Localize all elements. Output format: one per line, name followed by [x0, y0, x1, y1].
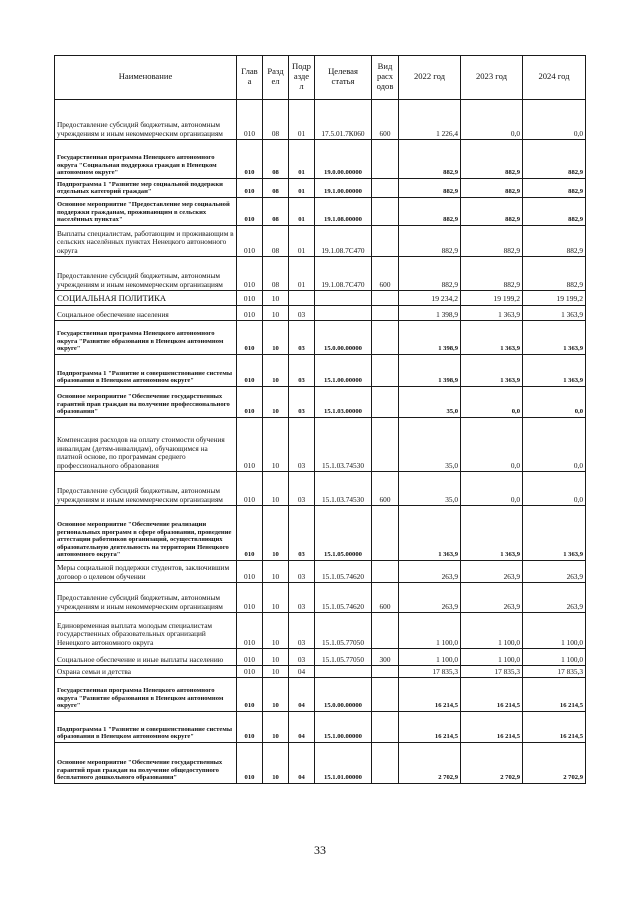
row-razd: 10: [263, 355, 289, 387]
row-target-article: 15.0.00.00000: [315, 678, 372, 712]
row-podr: 03: [289, 355, 315, 387]
header-2022: 2022 год: [399, 56, 461, 100]
row-2022: 882,9: [399, 257, 461, 291]
header-2024: 2024 год: [523, 56, 586, 100]
row-expense-type: 600: [372, 100, 399, 140]
row-expense-type: [372, 291, 399, 306]
row-razd: 10: [263, 649, 289, 666]
row-razd: 10: [263, 678, 289, 712]
header-row: [55, 56, 586, 100]
row-podr: 01: [289, 257, 315, 291]
row-podr: 04: [289, 678, 315, 712]
row-name: Единовременная выплата молодым специалистам государственных образовательных организаций Ненецкого автономного округа: [55, 613, 237, 649]
table-row: [55, 355, 586, 387]
row-expense-type: [372, 561, 399, 583]
row-2024: 263,9: [523, 561, 586, 583]
row-target-article: 15.1.05.74620: [315, 561, 372, 583]
row-podr: 01: [289, 198, 315, 226]
row-2022: 35,0: [399, 472, 461, 506]
row-expense-type: [372, 355, 399, 387]
row-razd: 08: [263, 179, 289, 198]
row-glav: 010: [237, 649, 263, 666]
row-2024: 1 363,9: [523, 306, 586, 321]
table-row: [55, 226, 586, 257]
row-2022: 1 398,9: [399, 355, 461, 387]
row-2022: 2 702,9: [399, 743, 461, 784]
row-expense-type: [372, 387, 399, 418]
row-glav: 010: [237, 743, 263, 784]
row-expense-type: [372, 179, 399, 198]
row-name: Компенсация расходов на оплату стоимости обучения инвалидам (детям-инвалидам), обучающимся на платной основе, по программам среднего профессионального образования: [55, 418, 237, 472]
row-target-article: 19.1.08.7С470: [315, 257, 372, 291]
row-glav: 010: [237, 472, 263, 506]
row-podr: 03: [289, 387, 315, 418]
row-expense-type: [372, 613, 399, 649]
row-2023: 882,9: [461, 198, 523, 226]
row-2023: 0,0: [461, 418, 523, 472]
row-razd: 10: [263, 472, 289, 506]
row-2022: 263,9: [399, 561, 461, 583]
budget-table: [54, 55, 586, 784]
row-name: Основное мероприятие "Обеспечение государственных гарантий прав граждан на получение профессионального образования": [55, 387, 237, 418]
row-name: Социальное обеспечение населения: [55, 306, 237, 321]
row-target-article: 15.1.03.00000: [315, 387, 372, 418]
header-podr: Подр азде л: [289, 56, 315, 100]
row-2023: 882,9: [461, 179, 523, 198]
row-2023: 17 835,3: [461, 666, 523, 678]
row-2022: 882,9: [399, 226, 461, 257]
row-2022: 1 398,9: [399, 306, 461, 321]
row-target-article: 15.1.00.00000: [315, 355, 372, 387]
row-glav: 010: [237, 561, 263, 583]
row-2022: 1 100,0: [399, 649, 461, 666]
row-target-article: 15.1.05.77050: [315, 613, 372, 649]
row-podr: 01: [289, 140, 315, 179]
row-name: Государственная программа Ненецкого автономного округа "Социальная поддержка граждан в Ненецком автономном округе": [55, 140, 237, 179]
row-2024: 882,9: [523, 179, 586, 198]
row-target-article: 19.1.00.00000: [315, 179, 372, 198]
row-2023: 1 100,0: [461, 613, 523, 649]
row-expense-type: 600: [372, 257, 399, 291]
table-row: [55, 743, 586, 784]
row-expense-type: [372, 321, 399, 355]
row-name: Основное мероприятие "Обеспечение реализации региональных программ в сфере образования, проведение аттестации работников организаций, осуществляющих образовательную деятельность на территории Ненецкого автономного округа": [55, 506, 237, 561]
row-name: Социальное обеспечение и иные выплаты населению: [55, 649, 237, 666]
row-expense-type: [372, 712, 399, 743]
row-target-article: 15.1.05.74620: [315, 583, 372, 613]
table-row: [55, 583, 586, 613]
row-razd: 10: [263, 666, 289, 678]
row-2023: 263,9: [461, 561, 523, 583]
row-expense-type: [372, 306, 399, 321]
row-glav: 010: [237, 583, 263, 613]
row-glav: 010: [237, 306, 263, 321]
row-target-article: [315, 666, 372, 678]
row-2022: 882,9: [399, 198, 461, 226]
row-name: Меры социальной поддержки студентов, заключившим договор о целевом обучении: [55, 561, 237, 583]
row-razd: 10: [263, 306, 289, 321]
row-target-article: 15.1.05.00000: [315, 506, 372, 561]
row-expense-type: [372, 743, 399, 784]
row-2024: 882,9: [523, 198, 586, 226]
row-2024: 882,9: [523, 140, 586, 179]
row-target-article: 19.1.08.7С470: [315, 226, 372, 257]
row-target-article: 15.1.01.00000: [315, 743, 372, 784]
row-podr: [289, 291, 315, 306]
row-expense-type: [372, 140, 399, 179]
row-2024: 263,9: [523, 583, 586, 613]
row-razd: 10: [263, 743, 289, 784]
header-2023: 2023 год: [461, 56, 523, 100]
row-glav: 010: [237, 226, 263, 257]
row-2023: 0,0: [461, 472, 523, 506]
row-target-article: 19.1.08.00000: [315, 198, 372, 226]
row-2023: 1 363,9: [461, 321, 523, 355]
header-name: Наименование: [55, 56, 237, 100]
row-razd: 10: [263, 506, 289, 561]
row-podr: 04: [289, 666, 315, 678]
row-podr: 04: [289, 743, 315, 784]
row-2024: 1 363,9: [523, 355, 586, 387]
row-2022: 16 214,5: [399, 712, 461, 743]
row-2023: 1 363,9: [461, 306, 523, 321]
table-row: [55, 291, 586, 306]
row-podr: 03: [289, 321, 315, 355]
row-2024: 16 214,5: [523, 678, 586, 712]
row-name: Подпрограмма 1 "Развитие и совершенствование системы образования в Ненецком автономном округе": [55, 712, 237, 743]
row-name: Основное мероприятие "Обеспечение государственных гарантий прав граждан на получение общедоступного бесплатного дошкольного образования": [55, 743, 237, 784]
header-razd: Разд ел: [263, 56, 289, 100]
row-2024: 1 363,9: [523, 321, 586, 355]
row-target-article: 15.1.00.00000: [315, 712, 372, 743]
table-row: [55, 140, 586, 179]
table-row: [55, 613, 586, 649]
row-target-article: [315, 306, 372, 321]
row-expense-type: 600: [372, 583, 399, 613]
row-2022: 882,9: [399, 140, 461, 179]
row-expense-type: [372, 666, 399, 678]
row-podr: 03: [289, 583, 315, 613]
row-glav: 010: [237, 712, 263, 743]
header-expense-type: Вид расх одов: [372, 56, 399, 100]
row-razd: 08: [263, 198, 289, 226]
row-2022: 1 398,9: [399, 321, 461, 355]
row-razd: 10: [263, 418, 289, 472]
row-razd: 08: [263, 257, 289, 291]
row-2024: 19 199,2: [523, 291, 586, 306]
row-glav: 010: [237, 100, 263, 140]
row-podr: 03: [289, 506, 315, 561]
table-row: [55, 712, 586, 743]
row-razd: 10: [263, 387, 289, 418]
row-podr: 01: [289, 179, 315, 198]
table-row: [55, 306, 586, 321]
row-name: Государственная программа Ненецкого автономного округа "Развитие образования в Ненецком автономном округе": [55, 678, 237, 712]
row-2024: 1 363,9: [523, 506, 586, 561]
row-podr: 03: [289, 649, 315, 666]
row-2024: 0,0: [523, 418, 586, 472]
row-2023: 882,9: [461, 226, 523, 257]
table-row: [55, 179, 586, 198]
row-glav: 010: [237, 291, 263, 306]
row-glav: 010: [237, 678, 263, 712]
row-expense-type: 600: [372, 472, 399, 506]
row-2023: 882,9: [461, 257, 523, 291]
row-2024: 0,0: [523, 387, 586, 418]
row-glav: 010: [237, 418, 263, 472]
row-2022: 19 234,2: [399, 291, 461, 306]
row-2023: 16 214,5: [461, 678, 523, 712]
row-2022: 263,9: [399, 583, 461, 613]
row-2022: 35,0: [399, 387, 461, 418]
row-razd: 10: [263, 291, 289, 306]
row-podr: 01: [289, 100, 315, 140]
row-glav: 010: [237, 666, 263, 678]
row-2023: 1 363,9: [461, 506, 523, 561]
row-name: Подпрограмма 1 "Развитие и совершенствование системы образования в Ненецком автономном округе": [55, 355, 237, 387]
row-expense-type: [372, 198, 399, 226]
table-row: [55, 472, 586, 506]
table-row: [55, 198, 586, 226]
row-2024: 1 100,0: [523, 649, 586, 666]
row-name: Предоставление субсидий бюджетным, автономным учреждениям и иным некоммерческим организациям: [55, 583, 237, 613]
row-2023: 263,9: [461, 583, 523, 613]
row-glav: 010: [237, 179, 263, 198]
row-name: Государственная программа Ненецкого автономного округа "Развитие образования в Ненецком автономном округе": [55, 321, 237, 355]
row-2022: 1 226,4: [399, 100, 461, 140]
row-2022: 17 835,3: [399, 666, 461, 678]
row-name: Подпрограмма 1 "Развитие мер социальной поддержки отдельных категорий граждан": [55, 179, 237, 198]
row-2023: 1 363,9: [461, 355, 523, 387]
row-name: Охрана семьи и детства: [55, 666, 237, 678]
row-expense-type: [372, 226, 399, 257]
row-2024: 17 835,3: [523, 666, 586, 678]
row-2022: 882,9: [399, 179, 461, 198]
row-target-article: 15.1.03.74530: [315, 472, 372, 506]
row-name: Основное мероприятие "Предоставление мер социальной поддержки гражданам, проживающим в сельских населённых пунктах": [55, 198, 237, 226]
row-2023: 19 199,2: [461, 291, 523, 306]
row-razd: 08: [263, 140, 289, 179]
row-podr: 03: [289, 613, 315, 649]
row-2024: 882,9: [523, 257, 586, 291]
row-glav: 010: [237, 506, 263, 561]
table-row: [55, 100, 586, 140]
table-row: [55, 649, 586, 666]
row-target-article: 15.1.03.74530: [315, 418, 372, 472]
row-podr: 01: [289, 226, 315, 257]
row-podr: 03: [289, 561, 315, 583]
row-glav: 010: [237, 140, 263, 179]
row-2024: 0,0: [523, 472, 586, 506]
row-podr: 04: [289, 712, 315, 743]
row-2022: 35,0: [399, 418, 461, 472]
row-expense-type: [372, 418, 399, 472]
row-2023: 882,9: [461, 140, 523, 179]
row-glav: 010: [237, 321, 263, 355]
row-expense-type: [372, 678, 399, 712]
row-target-article: 15.1.05.77050: [315, 649, 372, 666]
row-2022: 16 214,5: [399, 678, 461, 712]
row-name: Предоставление субсидий бюджетным, автономным учреждениям и иным некоммерческим организациям: [55, 257, 237, 291]
table-row: [55, 561, 586, 583]
row-glav: 010: [237, 387, 263, 418]
table-row: [55, 257, 586, 291]
row-name: Предоставление субсидий бюджетным, автономным учреждениям и иным некоммерческим организациям: [55, 472, 237, 506]
row-2023: 0,0: [461, 387, 523, 418]
row-2023: 16 214,5: [461, 712, 523, 743]
row-2023: 1 100,0: [461, 649, 523, 666]
row-2024: 1 100,0: [523, 613, 586, 649]
row-2022: 1 363,9: [399, 506, 461, 561]
row-2022: 1 100,0: [399, 613, 461, 649]
row-2024: 2 702,9: [523, 743, 586, 784]
row-2024: 16 214,5: [523, 712, 586, 743]
row-name: Выплаты специалистам, работающим и проживающим в сельских населённых пунктах Ненецкого автономного округа: [55, 226, 237, 257]
row-razd: 10: [263, 583, 289, 613]
row-target-article: [315, 291, 372, 306]
row-target-article: 17.5.01.7К060: [315, 100, 372, 140]
row-glav: 010: [237, 198, 263, 226]
row-podr: 03: [289, 306, 315, 321]
row-razd: 10: [263, 321, 289, 355]
row-target-article: 15.0.00.00000: [315, 321, 372, 355]
table-row: [55, 387, 586, 418]
row-razd: 10: [263, 561, 289, 583]
row-2024: 0,0: [523, 100, 586, 140]
table-row: [55, 506, 586, 561]
row-glav: 010: [237, 613, 263, 649]
row-name: СОЦИАЛЬНАЯ ПОЛИТИКА: [55, 291, 237, 306]
row-podr: 03: [289, 472, 315, 506]
row-glav: 010: [237, 355, 263, 387]
row-razd: 08: [263, 100, 289, 140]
table-row: [55, 666, 586, 678]
row-expense-type: [372, 506, 399, 561]
row-name: Предоставление субсидий бюджетным, автономным учреждениям и иным некоммерческим организациям: [55, 100, 237, 140]
row-target-article: 19.0.00.00000: [315, 140, 372, 179]
row-razd: 10: [263, 613, 289, 649]
header-glav: Глав а: [237, 56, 263, 100]
row-podr: 03: [289, 418, 315, 472]
table-row: [55, 321, 586, 355]
row-razd: 08: [263, 226, 289, 257]
row-glav: 010: [237, 257, 263, 291]
table-row: [55, 678, 586, 712]
header-target-article: Целевая статья: [315, 56, 372, 100]
row-razd: 10: [263, 712, 289, 743]
row-2024: 882,9: [523, 226, 586, 257]
table-row: [55, 418, 586, 472]
row-2023: 0,0: [461, 100, 523, 140]
row-expense-type: 300: [372, 649, 399, 666]
page-number: 33: [314, 843, 326, 857]
row-2023: 2 702,9: [461, 743, 523, 784]
